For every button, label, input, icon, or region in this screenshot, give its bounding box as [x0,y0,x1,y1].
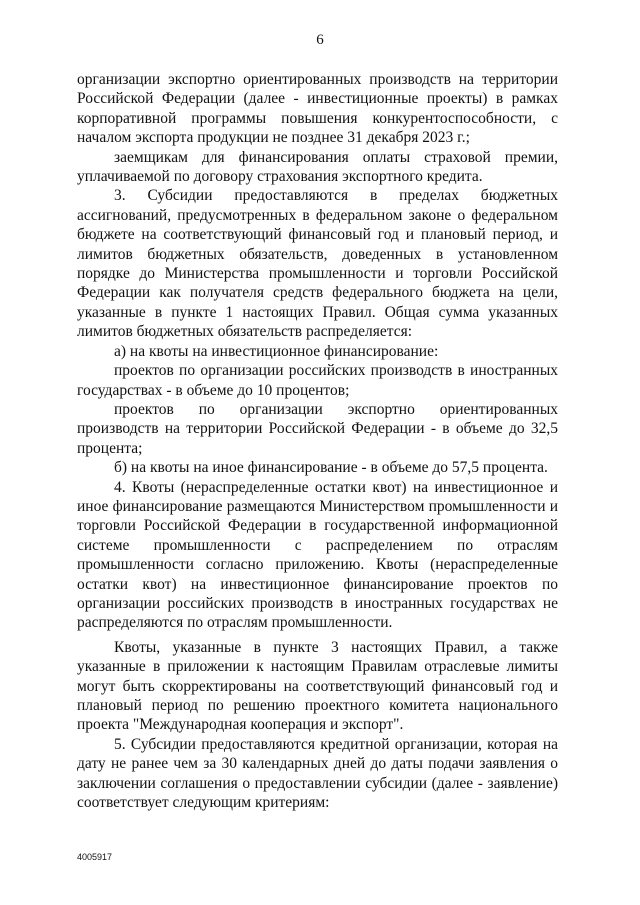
paragraph-4: а) на квоты на инвестиционное финансирование: [114,342,439,360]
paragraph-1: организации экспортно ориентированных производств на территории Российской Федерации (далее - инвестиционные проекты) в рамках корпоративной программы повышения конкурентоспособности, с началом экспорта продукции не позднее 31 декабря 2023 г.; [77,71,558,147]
paragraph-2: заемщикам для финансирования оплаты страховой премии, уплачиваемой по договору страхования экспортного кредита. [77,148,558,186]
paragraph-10: 5. Субсидии предоставляются кредитной организации, которая на дату не ранее чем за 30 календарных дней до даты подачи заявления о заключении соглашения о предоставлении субсидии (далее - заявление) соответствует следующим критериям: [77,735,558,812]
document-body [77,70,558,812]
document-code: 4005917 [77,852,113,862]
page-number: 6 [316,32,324,48]
paragraph-3: 3. Субсидии предоставляются в пределах бюджетных ассигнований, предусмотренных в федеральном законе о федеральном бюджете на соответствующий финансовый год и плановый период, и лимитов бюджетных обязательств, доведенных в установленном порядке до Министерства промышленности и торговли Российской Федерации как получателя средств федерального бюджета на цели, указанные в пункте 1 настоящих Правил. Общая сумма указанных лимитов бюджетных обязательств распределяется: [77,187,558,341]
paragraph-9: Квоты, указанные в пункте 3 настоящих Правил, а также указанные в приложении к настоящим Правилам отраслевые лимиты могут быть скорректированы на соответствующий финансовый год и плановый период по решению проектного комитета национального проекта "Международная кооперация и экспорт". [77,638,558,734]
paragraph-5: проектов по организации российских производств в иностранных государствах - в объеме до 10 процентов; [77,362,558,399]
paragraph-6: проектов по организации экспортно ориентированных производств на территории Российской Федерации - в объеме до 32,5 процента; [77,400,558,457]
paragraph-7: б) на квоты на иное финансирование - в объеме до 57,5 процента. [114,459,548,477]
paragraph-8: 4. Квоты (нераспределенные остатки квот) на инвестиционное и иное финансирование размещаются Министерством промышленности и торговли Российской Федерации в государственной информационной системе промышленности с распределением по отраслям промышленности согласно приложению. Квоты (нераспределенные остатки квот) на инвестиционное финансирование проектов по организации российских производств в иностранных государствах не распределяются по отраслям промышленности. [77,478,558,632]
